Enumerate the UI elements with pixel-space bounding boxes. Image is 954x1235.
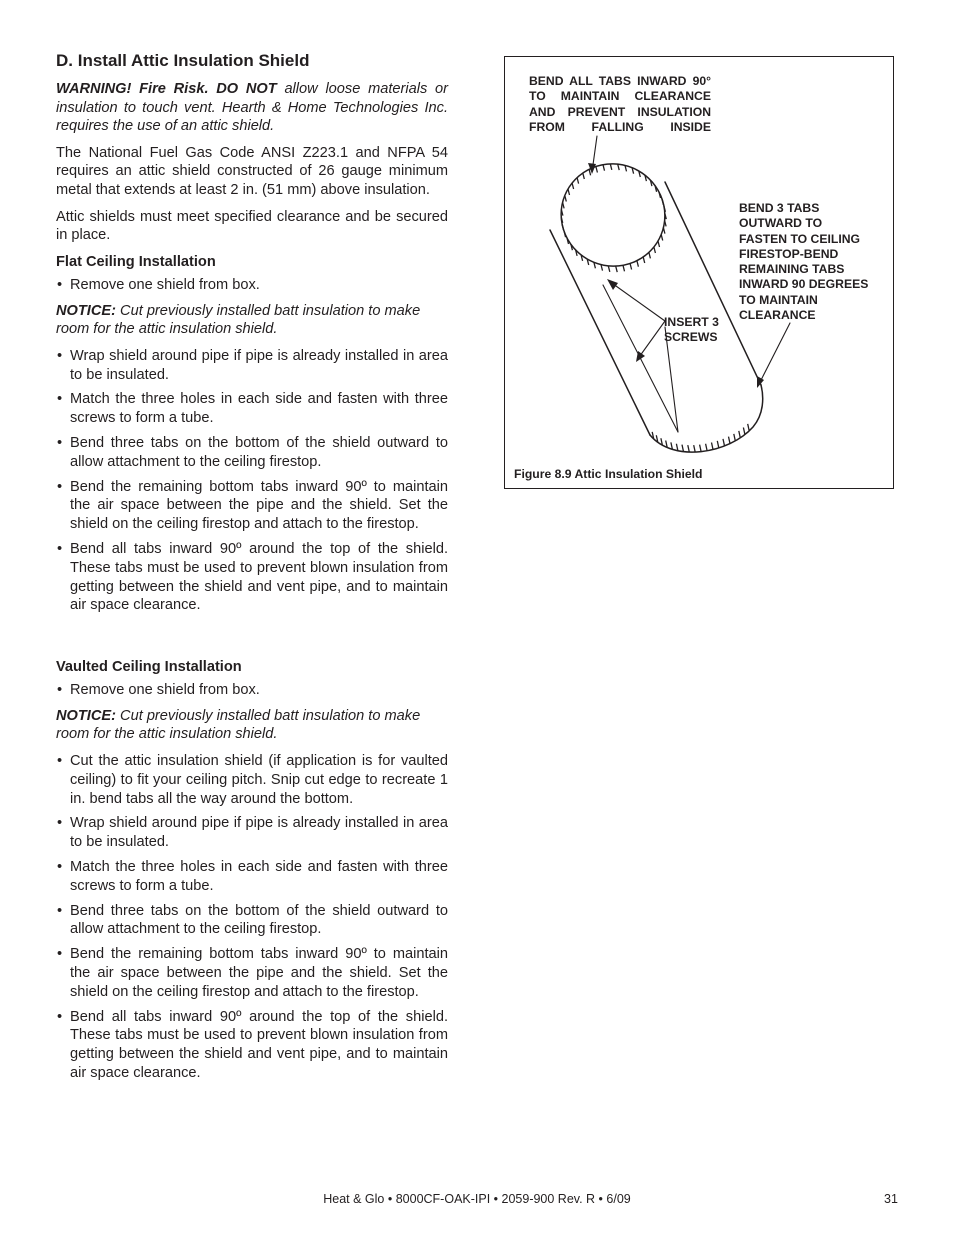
shield-tab	[723, 439, 725, 446]
leader-right-tabs	[758, 323, 790, 386]
label-top-tabs: BEND ALL TABS INWARD 90° TO MAINTAIN CLEARANCE AND PREVENT INSULATION FROM FALLING INSIDE	[529, 74, 711, 134]
warning-label: WARNING! Fire Risk. DO NOT	[56, 81, 277, 97]
shield-side-left	[550, 230, 650, 435]
figure-caption: Figure 8.9 Attic Insulation Shield	[514, 467, 703, 481]
arrowhead	[757, 376, 764, 388]
shield-tab	[682, 445, 684, 452]
shield-tab	[565, 196, 567, 202]
page-number: 31	[884, 1192, 898, 1206]
shield-tab	[577, 178, 579, 184]
list-item: • Bend all tabs inward 90º around the top of the shield. These tabs must be used to prevent blown insulation from getting between the shield and vent pipe, and to maintain air space clearance.	[57, 540, 448, 614]
shield-tab	[564, 231, 566, 237]
list-item: • Bend all tabs inward 90º around the top of the shield. These tabs must be used to prevent blown insulation from getting between the shield and vent pipe, and to maintain air space clearance.	[57, 1008, 448, 1082]
shield-tab	[643, 257, 645, 263]
paragraph-clearance: Attic shields must meet specified clearance and be secured in place.	[56, 208, 448, 244]
list-item: • Bend the remaining bottom tabs inward 90º to maintain the air space between the pipe and the shield. Set the shield on the ceiling firestop and attach to the firestop.	[57, 478, 448, 533]
leader-screw-1	[609, 281, 665, 321]
warning-paragraph	[56, 80, 448, 136]
shield-tab	[663, 228, 665, 234]
shield-tab	[649, 252, 651, 258]
arrowheads	[588, 163, 764, 388]
shield-tab	[562, 224, 564, 230]
top-tabs	[561, 164, 666, 272]
shield-tab	[583, 173, 585, 179]
shield-tab	[748, 424, 750, 431]
shield-tab	[706, 444, 708, 451]
notice-label: NOTICE:	[56, 302, 116, 319]
footer-text: Heat & Glo • 8000CF-OAK-IPI • 2059-900 Rev. R • 6/09	[323, 1192, 631, 1206]
shield-tab	[637, 261, 639, 267]
vaulted-list	[56, 752, 448, 1083]
shield-tab	[654, 247, 656, 253]
flat-notice: NOTICE: Cut previously installed batt insulation to make room for the attic insulation shield.	[56, 302, 421, 338]
flat-list-first	[56, 276, 448, 295]
list-item: • Remove one shield from box.	[57, 276, 260, 293]
shield-tab	[662, 199, 664, 205]
flat-list	[56, 347, 448, 615]
paragraph-code: The National Fuel Gas Code ANSI Z223.1 and NFPA 54 requires an attic shield constructed of 26 gauge minimum metal that extends at least 2 in. (51 mm) above insulation.	[56, 144, 448, 198]
shield-tab	[658, 241, 660, 247]
shield-tab	[676, 444, 678, 451]
shield-tab	[661, 235, 663, 241]
notice-label: NOTICE:	[56, 707, 116, 724]
list-item: • Bend the remaining bottom tabs inward 90º to maintain the air space between the pipe and the shield. Set the shield on the ceiling firestop and attach to the firestop.	[57, 946, 448, 1000]
shield-tab	[618, 164, 620, 170]
shield-tab	[603, 165, 605, 171]
shield-tab	[739, 431, 741, 438]
vaulted-heading: Vaulted Ceiling Installation	[56, 659, 242, 676]
arrowhead	[607, 279, 618, 290]
list-item: • Wrap shield around pipe if pipe is already installed in area to be insulated.	[57, 815, 448, 851]
shield-tab	[589, 169, 591, 175]
shield-tab	[688, 445, 690, 452]
shield-tab	[623, 265, 625, 271]
shield-tab	[616, 266, 618, 272]
shield-bottom-arc	[650, 385, 763, 452]
shield-tab	[572, 183, 574, 189]
vaulted-notice: NOTICE: Cut previously installed batt insulation to make room for the attic insulation shield.	[56, 707, 421, 743]
shield-tab	[563, 202, 565, 208]
shield-tab	[700, 445, 702, 452]
shield-tab	[568, 189, 570, 195]
shield-tab	[630, 264, 632, 270]
shield-tab	[743, 428, 745, 435]
shield-tab	[717, 441, 719, 448]
label-screws: INSERT 3 SCREWS	[664, 315, 719, 345]
shield-tab	[596, 167, 598, 173]
list-item: • Cut the attic insulation shield (if application is for vaulted ceiling) to fit your ceiling pitch. Snip cut edge to recreate 1 in. bend tabs all the way around the bottom.	[57, 753, 448, 807]
shield-tab	[610, 164, 612, 170]
shield-tab	[734, 434, 736, 441]
shield-tab	[694, 445, 696, 452]
shield-tab	[712, 443, 714, 450]
warning-text: allow loose materials or insulation to touch vent. Hearth & Home Technologies Inc. requires the use of an attic shield.	[56, 81, 448, 135]
flat-heading: Flat Ceiling Installation	[56, 253, 216, 270]
section-title: D. Install Attic Insulation Shield	[56, 51, 310, 70]
shield-tab	[729, 437, 731, 444]
left-column	[56, 50, 448, 1090]
list-item: • Bend three tabs on the bottom of the shield outward to allow attachment to the ceiling firestop.	[57, 434, 448, 470]
shield-tab	[665, 220, 667, 226]
list-item: • Wrap shield around pipe if pipe is already installed in area to be insulated.	[57, 347, 448, 383]
list-item: • Match the three holes in each side and fasten with three screws to form a tube.	[57, 391, 448, 427]
label-bottom-tabs: BEND 3 TABS OUTWARD TO FASTEN TO CEILING FIRESTOP-BEND REMAINING TABS INWARD 90 DEGREES TO MAINTAIN CLEARANCE	[739, 201, 869, 323]
list-item: • Remove one shield from box.	[57, 682, 260, 699]
list-item: • Bend three tabs on the bottom of the shield outward to allow attachment to the ceiling firestop.	[57, 902, 448, 938]
list-item: • Match the three holes in each side and fasten with three screws to form a tube.	[57, 859, 448, 894]
vaulted-list-first	[56, 681, 448, 700]
attic-shield-figure	[504, 56, 894, 489]
